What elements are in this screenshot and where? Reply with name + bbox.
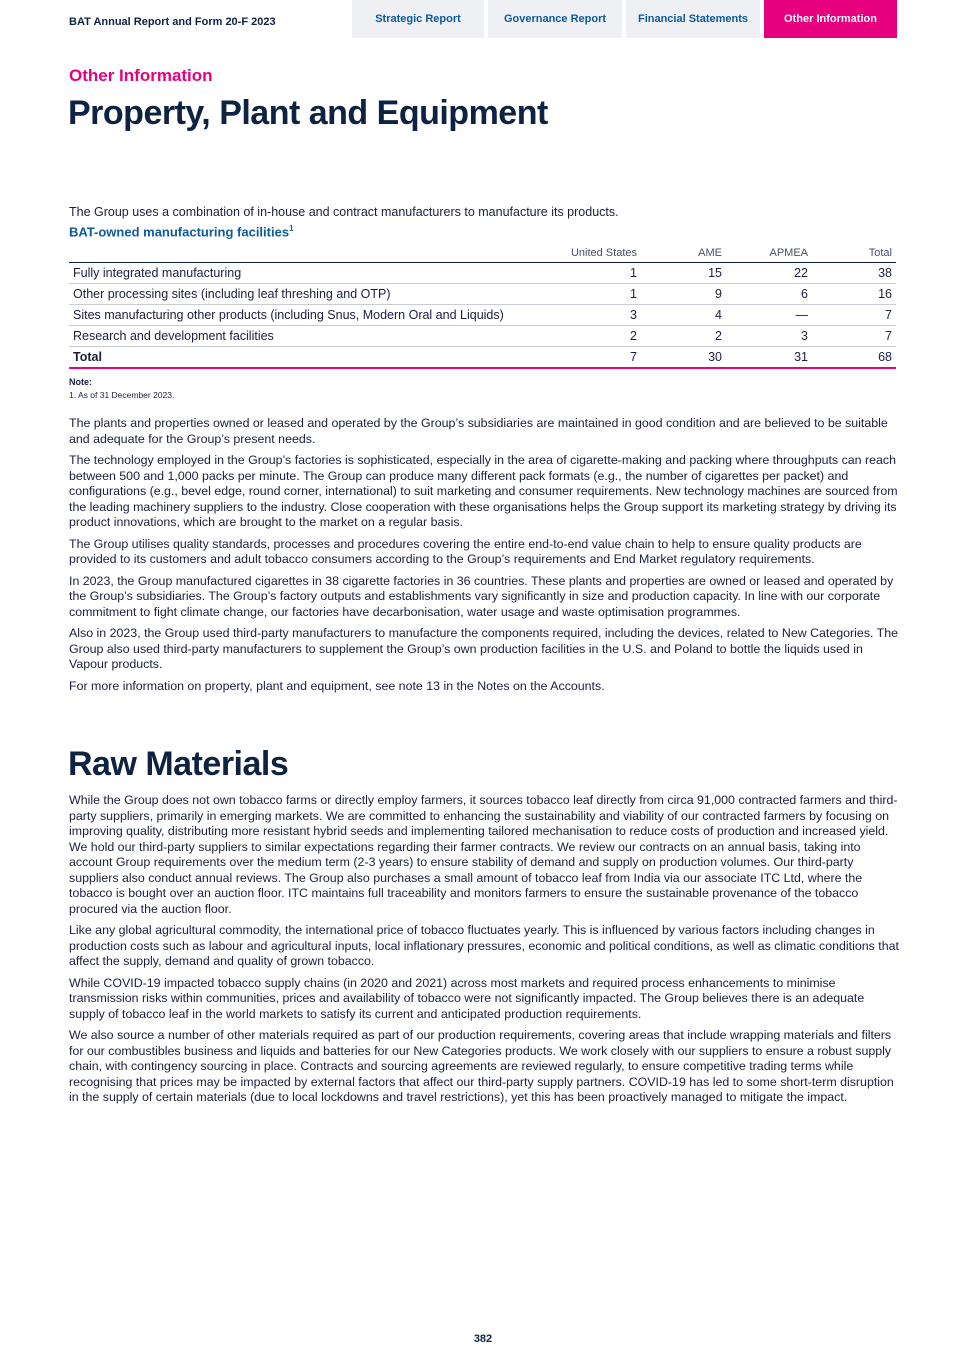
note-text: 1. As of 31 December 2023. <box>69 390 175 400</box>
table-cell: — <box>726 305 812 326</box>
paragraph: We also source a number of other materials required as part of our production requirements, covering areas that include wrapping materials and filters for our combustibles business and liquids and batteries for our New Categories products. We work closely with our suppliers to ensure a robust supply chain, with contingency sourcing in place. Contracts and sourcing agreements are reviewed regularly, to ensure competitive trading terms while recognising that prices may be impacted by external factors that affect our third-party supply partners. COVID-19 has led to some short-term disruption in the supply of certain materials (due to local lockdowns and travel restrictions), yet this has been proactively managed to mitigate the impact. <box>69 1028 894 1104</box>
raw-materials-body <box>69 793 899 1112</box>
table-cell: 6 <box>726 284 812 305</box>
row-label: Research and development facilities <box>69 326 559 347</box>
paragraph: Also in 2023, the Group used third-party manufacturers to manufacture the components required, including the devices, related to New Categories. The Group also used third-party manufacturers to supplement the Group’s own production facilities in the U.S. and Poland to bottle the liquids used in Vapour products. <box>69 626 899 671</box>
paragraph: Like any global agricultural commodity, the international price of tobacco fluctuates yearly. This is influenced by various factors including changes in production costs such as labour and agricultural inputs, local inflationary pressures, economic and political conditions, as well as climatic conditions that affect the supply, demand and quality of grown tobacco. <box>69 923 899 968</box>
tab-other-information[interactable]: Other Information <box>764 0 897 38</box>
paragraph: The Group utilises quality standards, processes and procedures covering the entire end-to-end value chain to help to ensure quality products are provided to its customers and adult tobacco consumers according to the Group’s requirements and End Market regulatory requirements. <box>69 536 862 566</box>
column-header: United States <box>559 244 641 263</box>
table-header-row <box>69 244 896 263</box>
paragraph: The plants and properties owned or leased and operated by the Group’s subsidiaries are maintained in good condition and are believed to be suitable and adequate for the Group’s present needs. <box>69 416 888 446</box>
table-heading <box>69 224 294 239</box>
page-title: Property, Plant and Equipment <box>68 94 548 132</box>
note-title: Note: <box>69 377 92 387</box>
table-row <box>69 326 896 347</box>
column-header: Total <box>812 244 896 263</box>
section-label: Other Information <box>69 66 213 85</box>
table-cell: 7 <box>812 305 896 326</box>
column-header: APMEA <box>726 244 812 263</box>
column-header: AME <box>641 244 726 263</box>
paragraph: While COVID-19 impacted tobacco supply chains (in 2020 and 2021) across most markets and required process enhancements to minimise transmission risks within communities, prices and availability of tobacco were not significantly impacted. The Group believes there is an adequate supply of tobacco leaf in the world markets to satisfy its current and anticipated production requirements. <box>69 975 865 1021</box>
intro-text: The Group uses a combination of in-house and contract manufacturers to manufacture its products. <box>69 205 619 219</box>
table-cell: 4 <box>641 305 726 326</box>
table-cell: 9 <box>641 284 726 305</box>
table-cell: 3 <box>559 305 641 326</box>
tab-governance-report[interactable]: Governance Report <box>488 0 622 38</box>
report-title: BAT Annual Report and Form 20-F 2023 <box>69 16 276 28</box>
ppe-body <box>69 416 899 700</box>
table-cell: 1 <box>559 284 641 305</box>
table-cell: 2 <box>641 326 726 347</box>
raw-materials-title: Raw Materials <box>68 745 289 783</box>
total-cell: 31 <box>726 347 812 369</box>
column-header-label <box>69 244 559 263</box>
row-label: Other processing sites (including leaf threshing and OTP) <box>69 284 559 305</box>
total-cell: 7 <box>559 347 641 369</box>
tab-strategic-report[interactable]: Strategic Report <box>352 0 484 38</box>
total-cell: 68 <box>812 347 896 369</box>
tab-financial-statements[interactable]: Financial Statements <box>626 0 760 38</box>
row-label: Fully integrated manufacturing <box>69 263 559 284</box>
row-label: Sites manufacturing other products (including Snus, Modern Oral and Liquids) <box>69 305 559 326</box>
total-label: Total <box>69 347 559 369</box>
table-cell: 22 <box>726 263 812 284</box>
table-cell: 1 <box>559 263 641 284</box>
table-row <box>69 263 896 284</box>
table-cell: 38 <box>812 263 896 284</box>
table-cell: 7 <box>812 326 896 347</box>
table-cell: 15 <box>641 263 726 284</box>
page-number: 382 <box>473 1333 493 1345</box>
table-cell: 2 <box>559 326 641 347</box>
paragraph: For more information on property, plant and equipment, see note 13 in the Notes on the Accounts. <box>69 678 605 693</box>
table-cell: 16 <box>812 284 896 305</box>
table-heading-text: BAT-owned manufacturing facilities <box>69 224 290 240</box>
table-heading-footnote: 1 <box>289 224 294 233</box>
paragraph: While the Group does not own tobacco farms or directly employ farmers, it sources tobacco leaf directly from circa 91,000 contracted farmers and third-party suppliers, primarily in emerging markets. We are committed to enhancing the sustainability and viability of our contracted farmers by focusing on improving quality, distributing more resistant hybrid seeds and implementing tailored mechanisation to reduce costs of production and increased yield. We hold our third-party suppliers to similar expectations regarding their farmer contracts. We review our contracts on an annual basis, taking into account Group requirements over the medium term (2-3 years) to ensure stability of demand and supply on production volumes. Our third-party suppliers also conduct annual reviews. The Group also purchases a small amount of tobacco leaf from India via our associate ITC Ltd, where the tobacco is bought over an auction floor. ITC maintains full traceability and monitors farmers to ensure the sustainable provenance of the tobacco procured via the auction floor. <box>69 793 898 916</box>
table-cell: 3 <box>726 326 812 347</box>
section-tabs <box>352 0 897 38</box>
paragraph: In 2023, the Group manufactured cigarettes in 38 cigarette factories in 36 countries. These plants and properties are owned or leased and operated by the Group’s subsidiaries. The Group’s factory outputs and establishments vary significantly in size and production capacity. In line with our corporate commitment to fight climate change, our factories have decarbonisation, water usage and waste optimisation programmes. <box>69 573 894 619</box>
table-row <box>69 305 896 326</box>
total-cell: 30 <box>641 347 726 369</box>
table-row <box>69 284 896 305</box>
table-total-row <box>69 347 896 369</box>
facilities-table <box>69 244 896 369</box>
paragraph: The technology employed in the Group’s factories is sophisticated, especially in the area of cigarette-making and packing where throughputs can reach between 500 and 1,000 packs per minute. The Group can produce many different pack formats (e.g., the number of cigarettes per packet) and configurations (e.g., bevel edge, round corner, international) to suit marketing and consumer requirements. New technology machines are sourced from the leading machinery suppliers to the industry. Close cooperation with these organisations helps the Group support its marketing strategy by driving its product innovations, which are brought to the market on a regular basis. <box>69 453 898 529</box>
